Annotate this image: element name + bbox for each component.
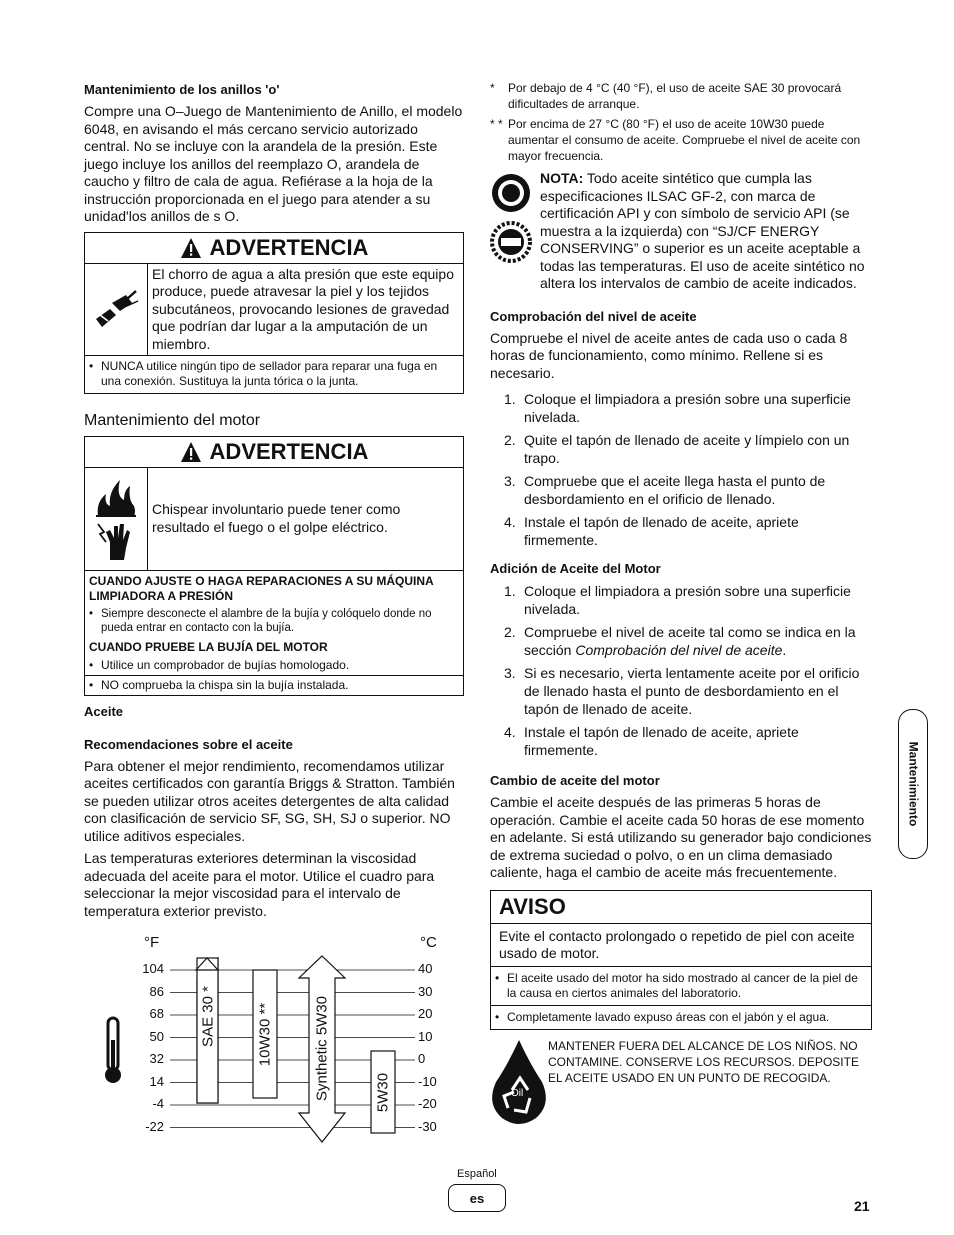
warn-icon-cell — [85, 468, 148, 570]
oil-rec-p1: Para obtener el mejor rendimiento, recomendamos utilizar aceites certificados con garantía Briggs & Stratton. También se pueden utilizar otros aceites detergentes de alta calidad con clasificación de servicio SF, SG, SH, SJ o superior. NO utilice aditivos especiales. — [84, 757, 455, 844]
warning-title: ADVERTENCIA — [209, 234, 369, 260]
footnote-2 — [490, 116, 872, 164]
thermometer-icon — [105, 1018, 121, 1083]
add-step: 4. Instale el tapón de llenado de aceite, apriete firmemente. — [504, 724, 799, 758]
aviso-bullet: • El aceite usado del motor ha sido mostrado al cancer de la piel de la causa en ciertos animales del laboratorio. — [491, 967, 871, 1005]
c-tick: 30 — [418, 983, 433, 999]
side-tab-label: Mantenimiento — [906, 741, 921, 827]
warning-bullet: • NO comprueba la chispa sin la bujía instalada. — [85, 675, 463, 695]
f-tick: 68 — [149, 1006, 164, 1021]
add-step: 3. Si es necesario, vierta lentamente aceite por el orificio de llenado hasta el punto de desbordamiento en el tapón de llenado de aceite. — [504, 665, 860, 717]
oil-label-sae30: SAE 30 * — [199, 986, 217, 1047]
nota-block — [490, 170, 872, 293]
check-step: 4. Instale el tapón de llenado de aceite, apriete firmemente. — [504, 514, 799, 548]
add-heading: Adición de Aceite del Motor — [490, 561, 661, 576]
unit-c-label: °C — [420, 934, 437, 951]
recycle-icon-label: Oil — [511, 1087, 524, 1099]
f-tick: 14 — [149, 1073, 164, 1089]
oil-label-synthetic: Synthetic 5W30 — [313, 995, 331, 1102]
f-ticks — [120, 961, 164, 1141]
f-tick: 86 — [149, 983, 164, 999]
oil-label-5w30: 5W30 — [374, 1072, 392, 1113]
check-heading: Comprobación del nivel de aceite — [490, 308, 697, 324]
f-tick: 50 — [149, 1028, 164, 1044]
c-ticks — [418, 961, 458, 1141]
api-icons — [490, 170, 540, 293]
f-tick: 32 — [149, 1051, 164, 1066]
warning-row — [85, 468, 463, 571]
check-steps — [490, 390, 872, 549]
warning-header — [85, 233, 463, 264]
footnote-text: Por debajo de 4 °C (40 °F), el uso de aceite SAE 30 provocará dificultades de arranque. — [508, 81, 842, 111]
change-text: Cambie el aceite después de las primeras 5 horas de operación. Cambie el aceite cada 50 horas de ese momento en adelante. Si está utilizando su generador bajo condiciones de extrema suciedad o polvo, o en un clima demasiado caliente, haga el cambio de aceite más frecuentemente. — [490, 794, 872, 880]
oil-rec-p2: Las temperaturas exteriores determinan la viscosidad adecuada del aceite para el motor. Utilice el cuadro para seleccionar la mejor viscosidad para el intervalo de temperatura exterior previsto. — [84, 850, 435, 919]
f-tick: 104 — [142, 961, 164, 976]
warning-row — [85, 264, 463, 356]
right-column — [490, 80, 872, 1126]
page-number: 21 — [854, 1198, 870, 1214]
orings-text: Compre una O–Juego de Mantenimiento de Anillo, el modelo 6048, en avisando el más cercano servicio autorizado central. No se incluye con la arandela de la presión. Este juego incluye los anillos del reemplazo O, arandela de caucho y filtro de cala de agua. Refiérase a la hoja de la instrucción proporcionada en el juego para atender a su unidad'los anillos de s O. — [84, 103, 463, 224]
aviso-box — [490, 890, 872, 1030]
warning-box-2 — [84, 436, 464, 696]
c-tick: 10 — [418, 1028, 433, 1044]
recycle-icon-wrap — [490, 1038, 548, 1126]
warning-text: Chispear involuntario puede tener como resultado el fuego o el golpe eléctrico. — [152, 501, 401, 535]
change-heading: Cambio de aceite del motor — [490, 773, 660, 788]
warn-icon-cell — [85, 264, 148, 355]
warning-text: El chorro de agua a alta presión que este equipo produce, puede atravesar la piel y los tejidos subcutáneos, provocando lesiones de gravedad que podrían dar lugar a la amputación de un miembro. — [152, 265, 454, 352]
c-tick: 20 — [418, 1006, 433, 1021]
aviso-bullet: • Completamente lavado expuso áreas con el jabón y el agua. — [491, 1005, 871, 1029]
fire-icon — [94, 476, 138, 518]
api-service-symbol-icon — [490, 221, 532, 263]
warning-caps-2: CUANDO PRUEBE LA BUJÍA DEL MOTOR — [89, 639, 328, 654]
lang-badge — [448, 1184, 506, 1212]
add-step: 2. Compruebe el nivel de aceite tal como se indica en la sección Comprobación del nivel de aceite. — [504, 624, 856, 658]
left-column — [84, 78, 464, 925]
unit-f-label: °F — [144, 934, 160, 951]
motor-heading: Mantenimiento del motor — [84, 411, 261, 429]
viscosity-chart — [100, 930, 460, 1145]
aviso-title: AVISO — [491, 891, 871, 924]
aviso-text: Evite el contacto prolongado o repetido de piel con aceite usado de motor. — [491, 924, 871, 967]
c-tick: -20 — [418, 1096, 437, 1111]
footnote-1 — [490, 80, 872, 112]
oil-rec-heading: Recomendaciones sobre el aceite — [84, 736, 293, 752]
c-tick: 0 — [418, 1051, 426, 1066]
nota-text — [540, 170, 872, 293]
oil-heading: Aceite — [84, 703, 124, 719]
warning-triangle-icon — [180, 237, 202, 259]
c-tick: -10 — [418, 1073, 437, 1089]
footnote-text: Por encima de 27 °C (80 °F) el uso de aceite 10W30 puede aumentar el consumo de aceite. Compruebe el nivel de aceite con mayor frecuencia. — [508, 117, 861, 163]
warning-bullet: • Utilice un comprobador de bujías homologado. — [85, 656, 463, 675]
warning-bullet: • Siempre desconecte el alambre de la bujía y colóquelo donde no pueda entrar en contacto con la bujía. — [85, 605, 463, 637]
footnote-mark: * * — [490, 117, 503, 131]
nota-label: NOTA: — [540, 170, 584, 186]
add-step-ref: Comprobación del nivel de aceite — [575, 642, 783, 658]
check-step: 3. Compruebe que el aceite llega hasta el punto de desbordamiento en el orificio de llenado. — [504, 473, 826, 507]
f-tick: -4 — [152, 1096, 164, 1111]
oil-label-10w30: 10W30 ** — [256, 1002, 274, 1067]
warning-triangle-icon — [180, 441, 202, 463]
orings-heading: Mantenimiento de los anillos 'o' — [84, 82, 280, 97]
warning-header — [85, 437, 463, 468]
warning-title: ADVERTENCIA — [209, 438, 369, 464]
recycle-block — [490, 1038, 872, 1126]
warning-caps-1: CUANDO AJUSTE O HAGA REPARACIONES A SU MÁQUINA LIMPIADORA A PRESIÓN — [89, 573, 434, 603]
footnote-mark: * — [490, 81, 495, 95]
electric-shock-icon — [96, 518, 136, 562]
api-certification-icon — [490, 172, 532, 214]
warning-bullet: • NUNCA utilice ningún tipo de sellador para reparar una fuga en una conexión. Sustituya la junta tórica o la junta. — [85, 356, 463, 393]
lang-label: Español — [457, 1168, 497, 1180]
high-pressure-injection-icon — [92, 285, 140, 333]
add-step: 1. Coloque el limpiadora a presión sobre una superficie nivelada. — [504, 583, 851, 617]
recycle-text: MANTENER FUERA DEL ALCANCE DE LOS NIÑOS. NO CONTAMINE. CONSERVE LOS RECURSOS. DEPOSITE EL ACEITE USADO EN UN PUNTO DE RECOGIDA. — [548, 1038, 859, 1085]
c-tick: 40 — [418, 961, 433, 976]
lang-code: es — [469, 1190, 485, 1206]
c-tick: -30 — [418, 1118, 437, 1134]
side-tab-mantenimiento — [898, 709, 928, 859]
warning-box-1 — [84, 232, 464, 394]
check-step: 2. Quite el tapón de llenado de aceite y límpielo con un trapo. — [504, 432, 850, 466]
check-intro: Compruebe el nivel de aceite antes de cada uso o cada 8 horas de funcionamiento, como mínimo. Rellene si es necesario. — [490, 329, 848, 381]
add-steps — [490, 582, 872, 759]
check-step: 1. Coloque el limpiadora a presión sobre una superficie nivelada. — [504, 391, 851, 425]
f-tick: -22 — [145, 1118, 164, 1134]
oil-recycle-icon — [490, 1038, 548, 1126]
nota-body: Todo aceite sintético que cumpla las especificaciones ILSAC GF-2, con marca de certificación API y con símbolo de servicio API (se muestra a la izquierda) con “SJ/CF ENERGY CONSERVING” o superior es un aceite aceptable a todas las temperaturas. El uso de aceite sintético no altera los intervalos de cambio de aceite indicados. — [540, 170, 865, 291]
